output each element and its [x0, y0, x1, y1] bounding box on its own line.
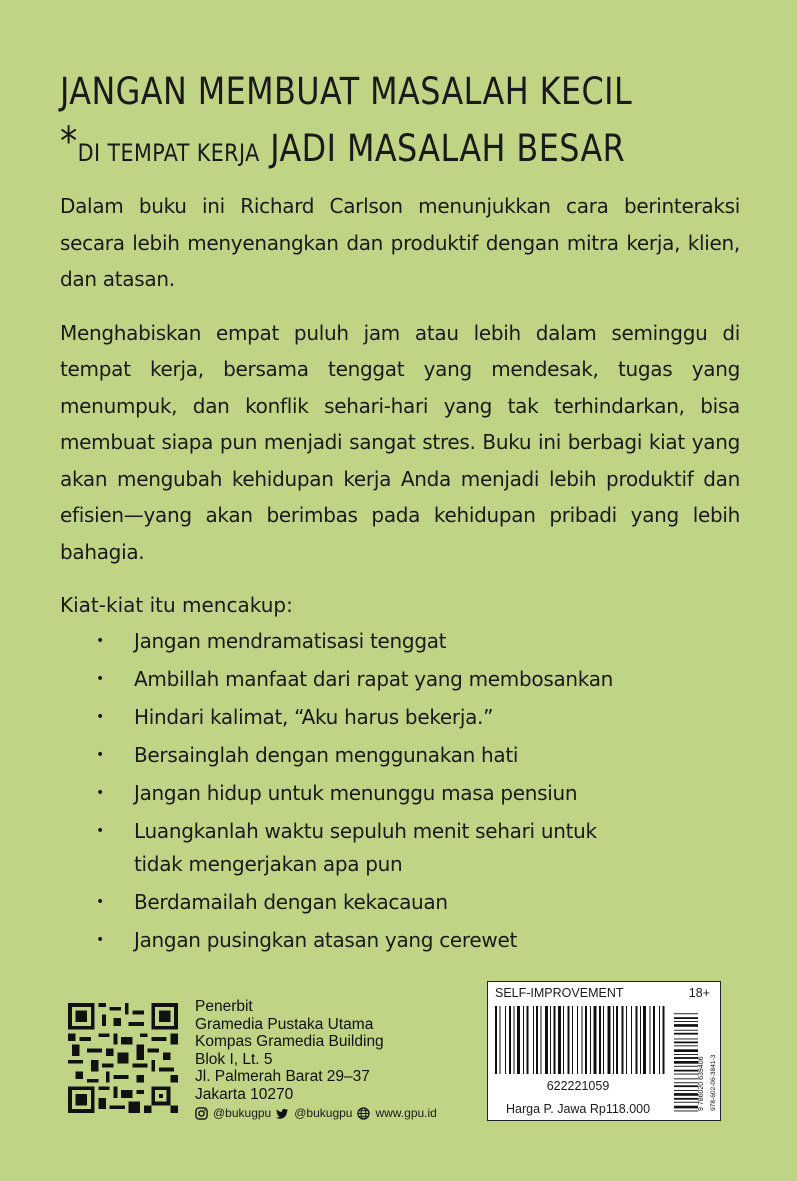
barcode-bar — [599, 1006, 601, 1074]
barcode-box — [487, 981, 721, 1121]
tips-intro: Kiat-kiat itu mencakup: — [60, 593, 293, 617]
barcode-bar — [663, 1006, 665, 1074]
barcode-bar — [582, 1006, 583, 1074]
barcode-bar — [536, 1006, 538, 1074]
isbn-barcode-bar — [674, 1017, 698, 1019]
title-line-2 — [60, 116, 645, 179]
barcode-bar — [608, 1006, 611, 1074]
barcode-bar — [650, 1006, 651, 1074]
barcode-bar — [563, 1006, 564, 1074]
qr-code-icon — [68, 1002, 178, 1114]
barcode-bar — [554, 1006, 556, 1074]
barcode-bar — [613, 1006, 614, 1074]
barcode-bar — [495, 1006, 497, 1074]
title-small-text: DI TEMPAT KERJA — [77, 139, 260, 167]
barcode-bar — [659, 1006, 660, 1074]
tips-list — [60, 625, 740, 957]
barcode-bar — [514, 1006, 515, 1074]
barcode-bar — [523, 1006, 524, 1074]
barcode-bar — [631, 1006, 632, 1074]
barcode-number: 622221059 — [546, 1079, 610, 1093]
isbn-barcode-bar — [674, 1085, 698, 1087]
barcode-bar — [533, 1006, 534, 1074]
barcode-bar — [558, 1006, 561, 1074]
barcode-bar — [643, 1006, 646, 1074]
isbn-barcode-bar — [674, 1106, 698, 1109]
isbn-barcode-bar — [674, 1074, 698, 1075]
age-rating: 18+ — [688, 986, 710, 1000]
barcode-bar — [653, 1006, 655, 1074]
twitter-icon — [276, 1107, 289, 1120]
category-label: SELF-IMPROVEMENT — [495, 986, 624, 1000]
isbn-barcode-bar — [674, 1021, 698, 1022]
isbn-barcode-bar — [674, 1093, 698, 1096]
twitter-handle[interactable]: @bukugpu — [294, 1106, 353, 1120]
barcode-icon — [495, 1006, 665, 1074]
isbn-digits: 9 786020 639406 — [698, 1056, 705, 1111]
tip-item: • Hindari kalimat, “Aku harus bekerja.” — [60, 701, 740, 734]
publisher-city: Jakarta 10270 — [195, 1085, 294, 1103]
publisher-label: Penerbit — [195, 998, 253, 1015]
website-link[interactable]: www.gpu.id — [375, 1106, 437, 1120]
barcode-bar — [568, 1006, 570, 1074]
tip-item: • Jangan mendramatisasi tenggat — [60, 625, 740, 658]
barcode-bar — [636, 1006, 638, 1074]
isbn-number: 978-602-06-3841-3 — [710, 1054, 717, 1111]
publisher-name: Gramedia Pustaka Utama — [195, 1015, 374, 1033]
isbn-barcode-bar — [674, 1054, 698, 1055]
barcode-bar — [590, 1006, 591, 1074]
barcode-bar — [509, 1006, 511, 1074]
barcode-bar — [545, 1006, 548, 1074]
isbn-barcode-bar — [674, 1078, 698, 1079]
title-asterisk: * — [60, 119, 78, 165]
title-line-1: JANGAN MEMBUAT MASALAH KECIL — [60, 70, 633, 113]
isbn-barcode-bar — [674, 1042, 698, 1044]
barcode-bar — [626, 1006, 627, 1074]
blurb — [60, 188, 740, 962]
social-links — [195, 1106, 437, 1120]
isbn-barcode-bar — [674, 1045, 698, 1046]
isbn-barcode-bar — [674, 1111, 698, 1112]
barcode-bar — [550, 1006, 551, 1074]
publisher-block: Blok I, Lt. 5 — [195, 1050, 273, 1068]
barcode-bar — [594, 1006, 597, 1074]
tip-item: • Ambillah manfaat dari rapat yang membosankan — [60, 663, 740, 696]
barcode-bar — [603, 1006, 604, 1074]
blurb-paragraph-1: Dalam buku ini Richard Carlson menunjukkan cara berinteraksi secara lebih menyenangkan dan produktif dengan mitra kerja, klien, dan atasan. — [60, 194, 740, 291]
book-title — [60, 68, 740, 179]
isbn-barcode-icon — [674, 1010, 704, 1112]
globe-icon — [357, 1107, 370, 1120]
publisher-building: Kompas Gramedia Building — [195, 1033, 384, 1050]
isbn-barcode-bar — [674, 1049, 698, 1052]
barcode-bar — [622, 1006, 624, 1074]
isbn-barcode-bar — [674, 1066, 698, 1067]
publisher-info — [195, 998, 384, 1103]
barcode-bar — [585, 1006, 587, 1074]
isbn-barcode-bar — [674, 1039, 698, 1040]
price-label: Harga P. Jawa Rp118.000 — [506, 1102, 651, 1116]
barcode-bar — [640, 1006, 641, 1074]
barcode-bar — [527, 1006, 529, 1074]
isbn-barcode-bar — [674, 1082, 698, 1083]
barcode-bar — [572, 1006, 573, 1074]
barcode-bar — [517, 1006, 520, 1074]
barcode-bar — [577, 1006, 578, 1074]
publisher-street: Jl. Palmerah Barat 29–37 — [195, 1068, 370, 1085]
barcode-bar — [541, 1006, 542, 1074]
isbn-barcode-bar — [674, 1102, 698, 1103]
barcode-bar — [616, 1006, 618, 1074]
tip-item: • Bersainglah dengan menggunakan hati — [60, 739, 740, 772]
isbn-barcode-bar — [674, 1024, 698, 1027]
isbn-barcode-bar — [674, 1070, 698, 1072]
tip-item: • Berdamailah dengan kekacauan — [60, 886, 740, 919]
tip-item: • Jangan pusingkan atasan yang cerewet — [60, 924, 740, 957]
isbn-barcode-bar — [674, 1061, 698, 1064]
isbn-barcode-bar — [674, 1013, 698, 1014]
title-large-text: JADI MASALAH BESAR — [270, 127, 626, 170]
isbn-barcode-bar — [674, 1090, 698, 1091]
isbn-barcode-bar — [674, 1033, 698, 1035]
barcode-bar — [505, 1006, 506, 1074]
tip-item: • Jangan hidup untuk menunggu masa pensiun — [60, 777, 740, 810]
barcode-bar — [500, 1006, 501, 1074]
instagram-handle[interactable]: @bukugpu — [213, 1106, 272, 1120]
isbn-barcode-bar — [674, 1098, 698, 1100]
tip-item: • Luangkanlah waktu sepuluh menit sehari untuk tidak mengerjakan apa pun — [60, 815, 740, 881]
isbn-barcode-bar — [674, 1030, 698, 1031]
instagram-icon — [195, 1107, 208, 1120]
blurb-paragraph-2: Menghabiskan empat puluh jam atau lebih dalam seminggu di tempat kerja, bersama tenggat yang mendesak, tugas yang menumpuk, dan konflik sehari-hari yang tak terhindarkan, bisa membuat siapa pun menjadi sangat stres. Buku ini berbagi kiat yang akan mengubah kehidupan kerja Anda menjadi lebih produktif dan efisien—yang akan berimbas pada kehidupan pribadi yang lebih bahagia. — [60, 320, 740, 564]
isbn-barcode-bar — [674, 1057, 698, 1059]
isbn-text — [707, 1010, 717, 1112]
